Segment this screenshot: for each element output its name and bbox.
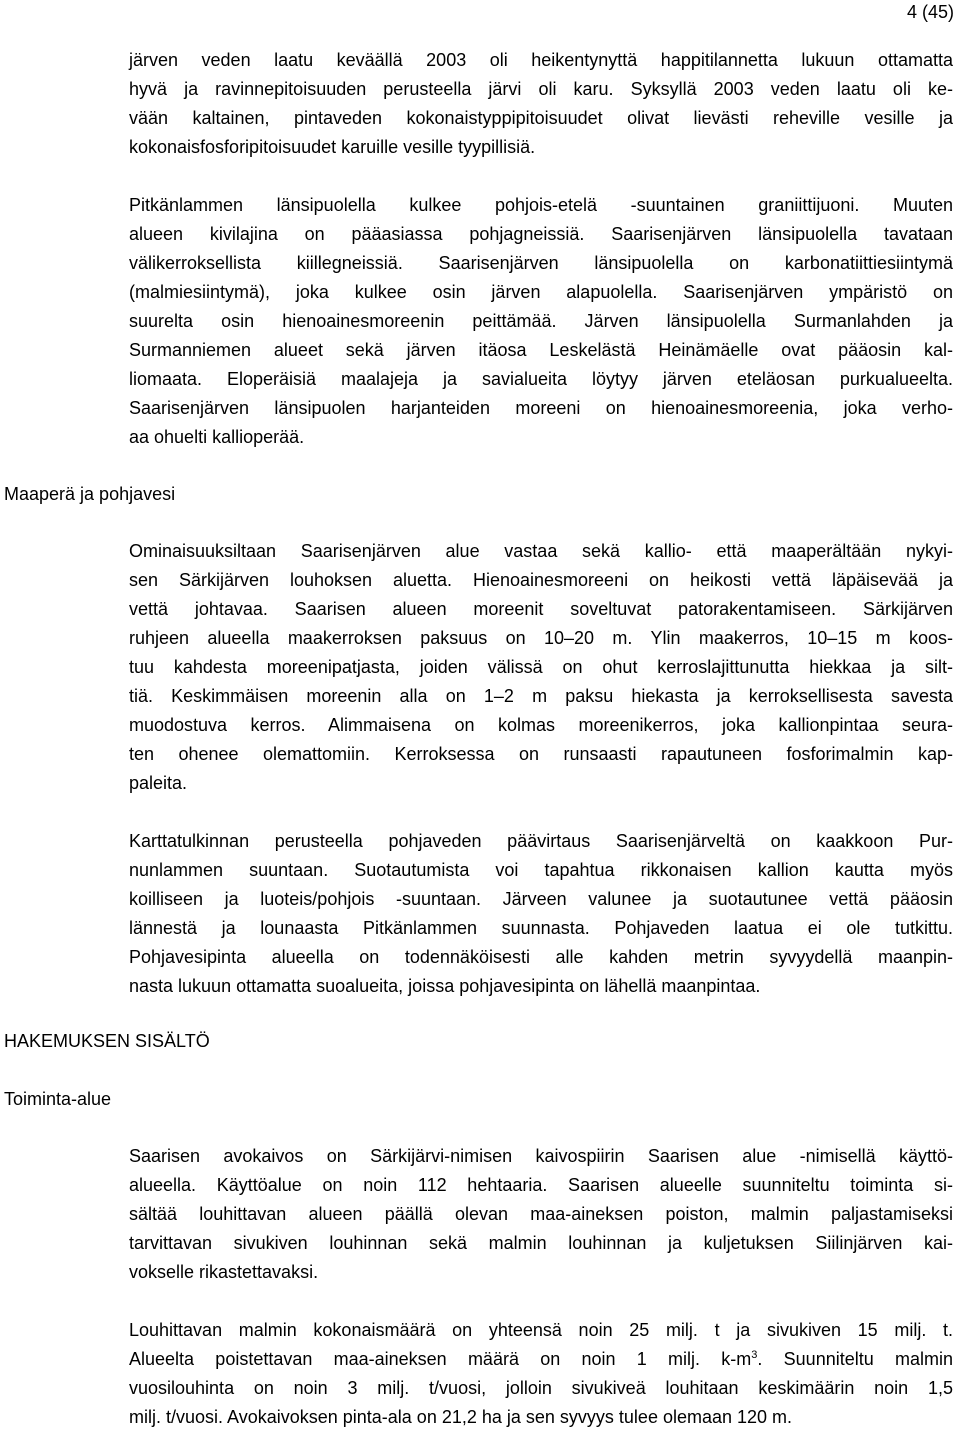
section-heading-maapera: Maaperä ja pohjavesi [4,484,176,504]
paragraph-line: liomaata. Eloperäisiä maalajeja ja savialueita löytyy järven eteläosan purkualueelta. [129,369,953,389]
paragraph-line: Louhittavan malmin kokonaismäärä on yhteensä noin 25 milj. t ja sivukiven 15 milj. t. [129,1320,953,1340]
paragraph-line: suurelta osin hienoainesmoreenin peittämää. Järven länsipuolella Surmanlahden ja [129,311,953,331]
paragraph-line: aa ohuelti kallioperää. [129,427,305,447]
paragraph-line: vään kaltainen, pintaveden kokonaistyppipitoisuudet olivat lievästi reheville vesille ja [129,108,953,128]
paragraph-line: ruhjeen alueella maakerroksen paksuus on 10–20 m. Ylin maakerros, 10–15 m koos- [129,628,953,648]
superscript: 3 [751,1349,758,1361]
section-heading-toiminta: Toiminta-alue [4,1089,112,1109]
paragraph-line: muodostuva kerros. Alimmaisena on kolmas moreenikerros, joka kallionpintaa seura- [129,715,953,735]
paragraph-line: nasta lukuun ottamatta suoalueita, joissa pohjavesipinta on lähellä maanpintaa. [129,976,761,996]
paragraph-line: lännestä ja lounaasta Pitkänlammen suunnasta. Pohjaveden laatua ei ole tutkittu. [129,918,953,938]
paragraph-line: Pitkänlammen länsipuolella kulkee pohjois-etelä -suuntainen graniittijuoni. Muuten [129,195,953,215]
paragraph-line: Karttatulkinnan perusteella pohjaveden päävirtaus Saarisenjärveltä on kaakkoon Pur- [129,831,953,851]
paragraph-line: tuu kahdesta moreenipatjasta, joiden välissä on ohut kerroslajittunutta hiekkaa ja silt- [129,657,953,677]
paragraph-line: tiä. Keskimmäisen moreenin alla on 1–2 m paksu hiekasta ja kerroksellisesta savesta [129,686,953,706]
paragraph-line: Pohjavesipinta alueella on todennäköisesti alle kahden metrin syvyydellä maanpin- [129,947,953,967]
section-heading-hakemuksen: HAKEMUKSEN SISÄLTÖ [4,1031,210,1051]
paragraph-line: Ominaisuuksiltaan Saarisenjärven alue vastaa sekä kallio- että maaperältään nykyi- [129,541,953,561]
paragraph-line: Saarisen avokaivos on Särkijärvi-nimisen kaivospiirin Saarisen alue -nimisellä käyttö- [129,1146,953,1166]
paragraph-line: ten ohenee olemattomiin. Kerroksessa on runsaasti rapautuneen fosforimalmin kap- [129,744,953,764]
paragraph-line: vettä johtavaa. Saarisen alueen moreenit soveltuvat patorakentamiseen. Särkijärven [129,599,953,619]
paragraph-line: sen Särkijärven louhoksen aluetta. Hienoainesmoreeni on heikosti vettä läpäisevää ja [129,570,953,590]
text-span: . Suunniteltu malmin [757,1349,953,1369]
text-span: Alueelta poistettavan maa-aineksen määrä on noin 1 milj. k-m [129,1349,752,1369]
paragraph-line: koilliseen ja luoteis/pohjois -suuntaan. Järveen valunee ja suotautunee vettä pääosin [129,889,953,909]
paragraph-line: paleita. [129,773,188,793]
paragraph-line: nunlammen suuntaan. Suotautumista voi tapahtua rikkonaisen kallion kautta myös [129,860,953,880]
paragraph-line: (malmiesiintymä), joka kulkee osin järven alapuolella. Saarisenjärven ympäristö on [129,282,953,302]
paragraph-line: tarvittavan sivukiven louhinnan sekä malmin louhinnan ja kuljetuksen Siilinjärven kai- [129,1233,953,1253]
paragraph-line: alueen kivilajina on pääasiassa pohjagneissiä. Saarisenjärven länsipuolella tavataan [129,224,953,244]
paragraph-line: vokselle rikastettavaksi. [129,1262,319,1282]
paragraph-line: alueella. Käyttöalue on noin 112 hehtaaria. Saarisen alueelle suunniteltu toiminta si- [129,1175,953,1195]
paragraph-line: Saarisenjärven länsipuolen harjanteiden moreeni on hienoainesmoreenia, joka verho- [129,398,953,418]
paragraph-line: hyvä ja ravinnepitoisuuden perusteella järvi oli karu. Syksyllä 2003 veden laatu oli ke- [129,79,953,99]
paragraph-line: Surmanniemen alueet sekä järven itäosa Leskelästä Heinämäelle ovat pääosin kal- [129,340,953,360]
paragraph-line: järven veden laatu keväällä 2003 oli heikentynyttä happitilannetta lukuun ottamatta [129,50,953,70]
paragraph-line: kokonaisfosforipitoisuudet karuille vesille tyypillisiä. [129,137,536,157]
paragraph-line: sältää louhittavan alueen päällä olevan maa-aineksen poiston, malmin paljastamiseksi [129,1204,953,1224]
paragraph-line: vuosilouhinta on noin 3 milj. t/vuosi, jolloin sivukiveä louhitaan keskimäärin noin 1,5 [129,1378,953,1398]
paragraph-line: milj. t/vuosi. Avokaivoksen pinta-ala on 21,2 ha ja sen syvyys tulee olemaan 120 m. [129,1407,793,1427]
page-number: 4 (45) [906,2,954,22]
paragraph-line [129,1345,953,1374]
paragraph-line: välikerroksellista kiillegneissiä. Saarisenjärven länsipuolella on karbonatiittiesiintymä [129,253,953,273]
